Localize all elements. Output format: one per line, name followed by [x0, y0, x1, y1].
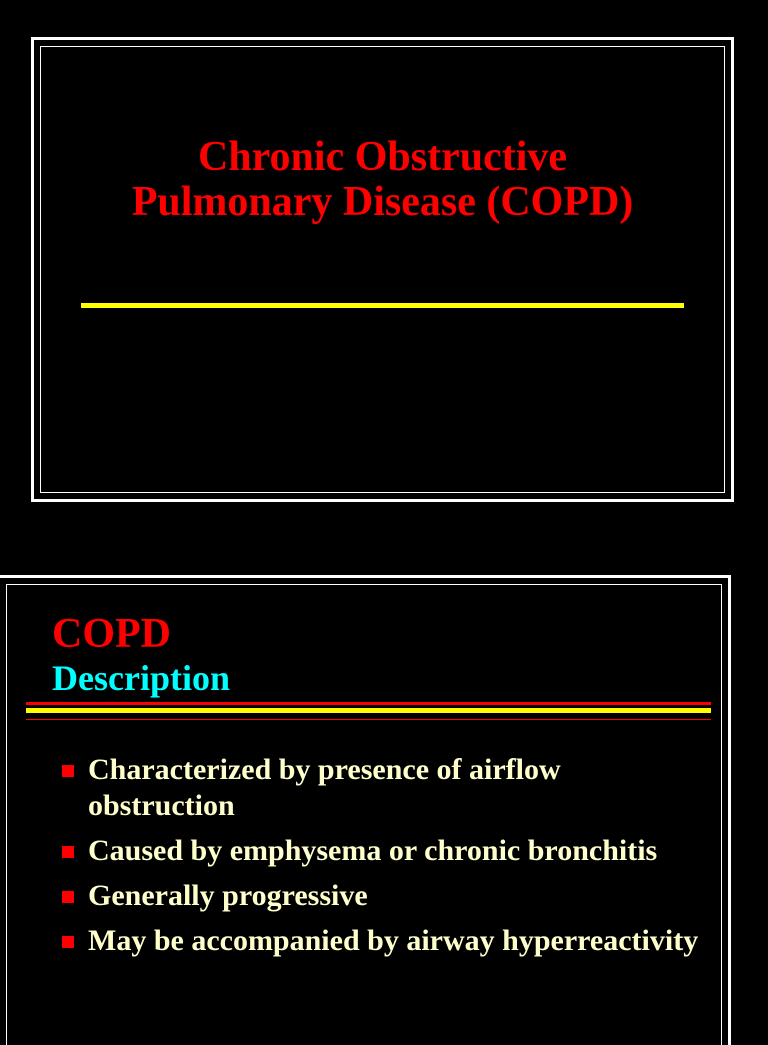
- slide-heading: COPD: [52, 611, 171, 657]
- title-slide: [31, 37, 734, 502]
- bullet-list: [60, 752, 700, 968]
- bullet-item: [60, 752, 700, 824]
- heading-rule-yellow: [26, 708, 711, 713]
- square-bullet-icon: [62, 765, 74, 777]
- bullet-item: [60, 923, 700, 959]
- slide-title-line-1: Chronic Obstructive: [197, 134, 568, 180]
- slide-title-line-2: Pulmonary Disease (COPD): [131, 179, 634, 225]
- slide-subheading: Description: [52, 658, 230, 698]
- title-slide-inner-frame: [40, 46, 725, 493]
- square-bullet-icon: [62, 846, 74, 858]
- bullet-item: [60, 833, 700, 869]
- title-underline-rule: [81, 303, 684, 308]
- heading-rule-red-top: [26, 702, 711, 705]
- slide-title: [41, 135, 724, 225]
- square-bullet-icon: [62, 936, 74, 948]
- heading-rule-red-bottom: [26, 719, 711, 720]
- bullet-text: Characterized by presence of airflow obstruction: [88, 753, 561, 822]
- bullet-text: May be accompanied by airway hyperreactivity: [88, 924, 699, 957]
- bullet-item: [60, 878, 700, 914]
- bullet-text: Generally progressive: [88, 879, 368, 912]
- square-bullet-icon: [62, 891, 74, 903]
- bullet-text: Caused by emphysema or chronic bronchitis: [88, 834, 658, 867]
